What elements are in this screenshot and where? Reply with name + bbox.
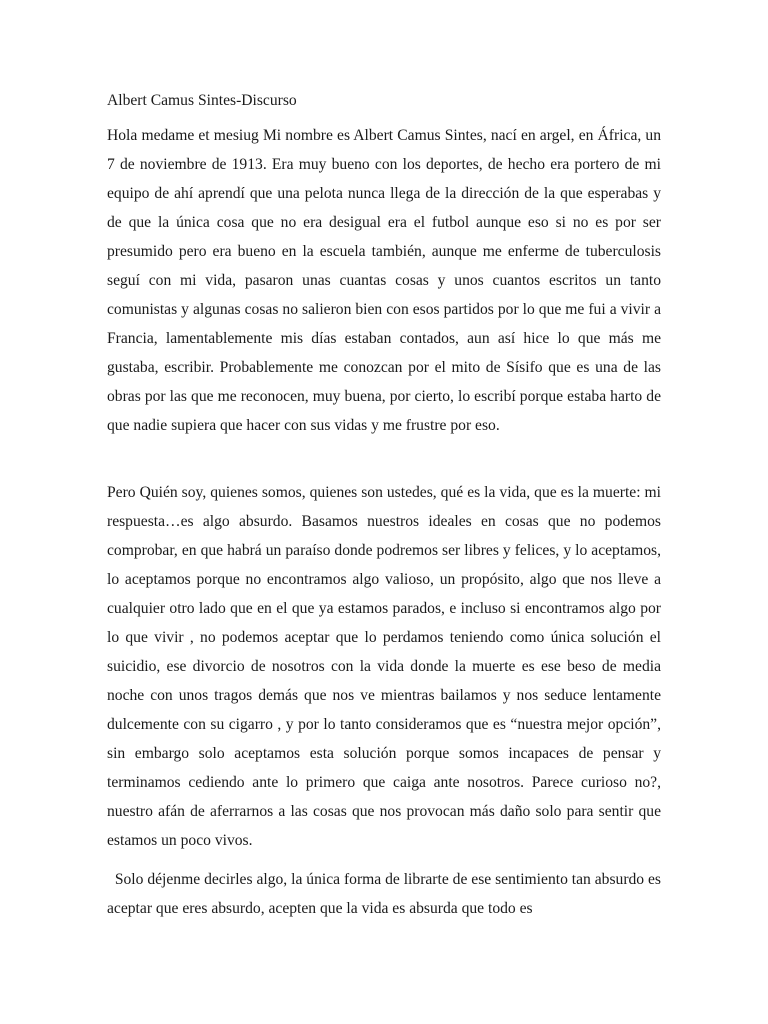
document-title: Albert Camus Sintes-Discurso <box>107 92 297 109</box>
paragraph-biography: Hola medame et mesiug Mi nombre es Albert Camus Sintes, nací en argel, en África, un 7 de noviembre de 1913. Era muy bueno con los deportes, de hecho era portero de mi equipo de ahí aprendí que una pelota nunca llega de la dirección de la que esperabas y de que la única cosa que no era desigual era el futbol aunque eso si no es por ser presumido pero era bueno en la escuela también, aunque me enferme de tuberculosis seguí con mi vida, pasaron unas cuantas cosas y unos cuantos escritos un tanto comunistas y algunas cosas no salieron bien con esos partidos por lo que me fui a vivir a Francia, lamentablemente mis días estaban contados, aun así hice lo que más me gustaba, escribir. Probablemente me conozcan por el mito de Sísifo que es una de las obras por las que me reconocen, muy buena, por cierto, lo escribí porque estaba harto de que nadie supiera que hacer con sus vidas y me frustre por eso. <box>107 127 661 434</box>
paragraph-conclusion: Solo déjenme decirles algo, la única forma de librarte de ese sentimiento tan absurdo es aceptar que eres absurdo, acepten que la vida es absurda que todo es <box>107 871 665 917</box>
paragraph-absurd: Pero Quién soy, quienes somos, quienes son ustedes, qué es la vida, que es la muerte: mi respuesta…es algo absurdo. Basamos nuestros ideales en cosas que no podemos comprobar, en que habrá un paraíso donde podremos ser libres y felices, y lo aceptamos, lo aceptamos porque no encontramos algo valioso, un propósito, algo que nos lleve a cualquier otro lado que en el que ya estamos parados, e incluso si encontramos algo por lo que vivir , no podemos aceptar que lo perdamos teniendo como única solución el suicidio, ese divorcio de nosotros con la vida donde la muerte es ese beso de media noche con unos tragos demás que nos ve mientras bailamos y nos seduce lentamente dulcemente con su cigarro , y por lo tanto consideramos que es “nuestra mejor opción”, sin embargo solo aceptamos esta solución porque somos incapaces de pensar y terminamos cediendo ante lo primero que caiga ante nosotros. Parece curioso no?, nuestro afán de aferrarnos a las cosas que nos provocan más daño solo para sentir que estamos un poco vivos. <box>107 484 661 849</box>
